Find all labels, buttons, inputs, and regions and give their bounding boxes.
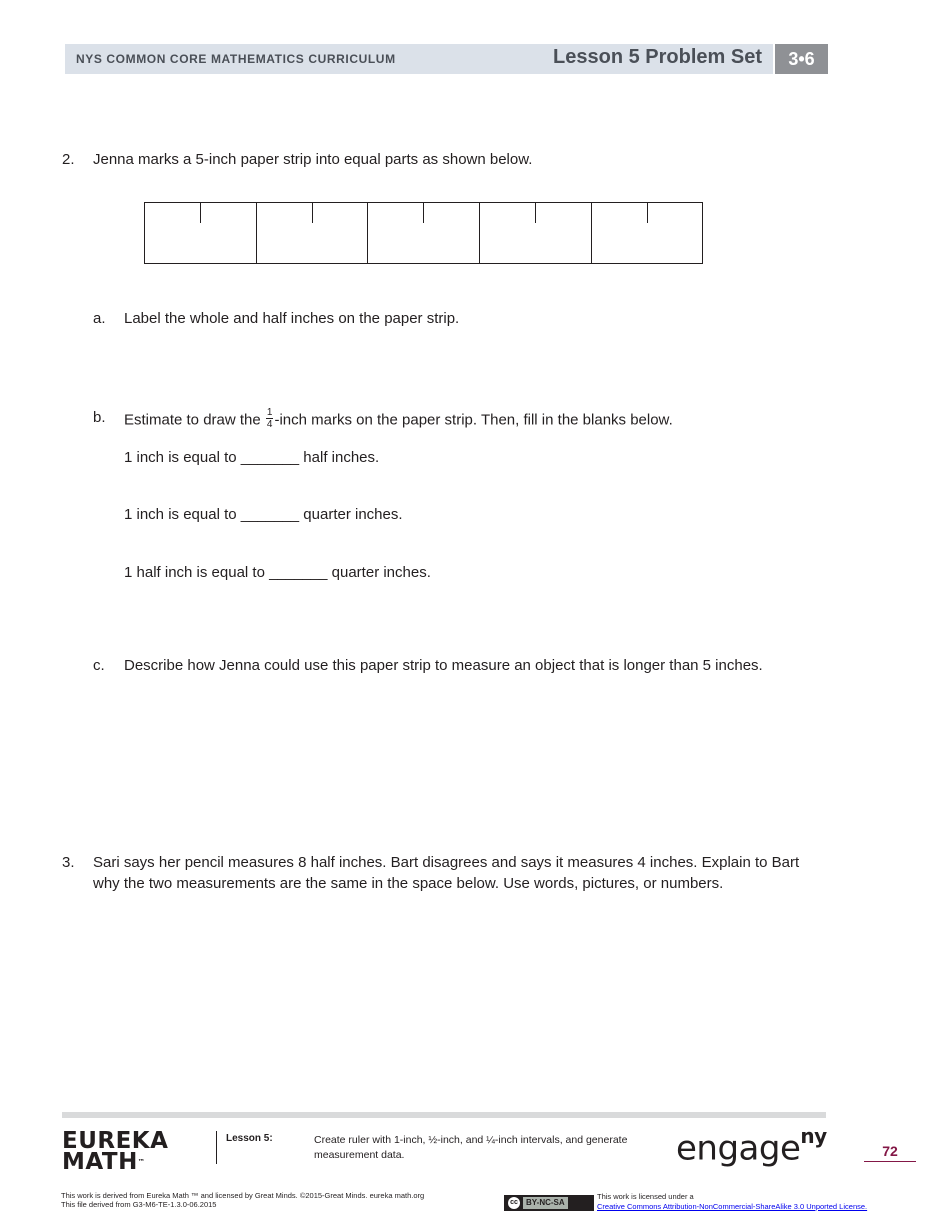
logo-line-2: MATH: [62, 1149, 138, 1175]
license-link[interactable]: Creative Commons Attribution-NonCommercial-ShareAlike 3.0 Unported License.: [597, 1202, 868, 1211]
part-a-label: a.: [93, 310, 106, 327]
blank-question-1: 1 inch is equal to _______ half inches.: [124, 449, 380, 466]
paper-strip: [144, 202, 703, 264]
engageny-logo: [676, 1124, 827, 1169]
ny-text: ny: [800, 1124, 827, 1148]
cc-license-badge[interactable]: [504, 1195, 594, 1211]
inch-mark: [367, 203, 368, 263]
lesson-title: Lesson 5 Problem Set: [553, 46, 762, 68]
inch-mark: [256, 203, 257, 263]
problem-3-number: 3.: [62, 854, 75, 871]
problem-3-line-2: why the two measurements are the same in the space below. Use words, pictures, or numbers.: [93, 875, 724, 892]
fraction-numerator: 1: [266, 407, 273, 418]
part-c-text: Describe how Jenna could use this paper strip to measure an object that is longer than 5 inches.: [124, 657, 763, 674]
engage-text: engage: [676, 1128, 801, 1169]
derived-notice: This work is derived from Eureka Math ™ and licensed by Great Minds. ©2015-Great Minds. eureka math.org: [61, 1191, 425, 1200]
cc-icon: cc: [508, 1197, 520, 1209]
fraction-denominator: 4: [266, 419, 273, 430]
problem-3-line-1: Sari says her pencil measures 8 half inches. Bart disagrees and says it measures 4 inches. Explain to Bart: [93, 854, 800, 871]
file-derived-notice: This file derived from G3-M6-TE-1.3.0-06.2015: [61, 1200, 217, 1209]
part-b-text-after: -inch marks on the paper strip. Then, fill in the blanks below.: [274, 411, 673, 429]
footer-lesson-label: Lesson 5:: [226, 1133, 273, 1144]
part-b-text-before: Estimate to draw the: [124, 411, 265, 429]
eureka-math-logo: [62, 1128, 169, 1175]
part-b-text: [124, 409, 673, 432]
half-inch-mark: [200, 203, 201, 223]
half-inch-mark: [312, 203, 313, 223]
inch-mark: [591, 203, 592, 263]
blank-question-2: 1 inch is equal to _______ quarter inches.: [124, 506, 403, 523]
half-inch-mark: [423, 203, 424, 223]
footer-lesson-description: Create ruler with 1-inch, ½-inch, and ¼-inch intervals, and generate measurement data.: [314, 1134, 628, 1161]
footer-divider: [216, 1131, 217, 1164]
half-inch-mark: [647, 203, 648, 223]
part-c-label: c.: [93, 657, 105, 674]
logo-trademark: ™: [137, 1158, 146, 1166]
problem-2-number: 2.: [62, 151, 75, 168]
page-number: 72: [864, 1143, 916, 1162]
part-a-text: Label the whole and half inches on the paper strip.: [124, 310, 460, 327]
module-badge: 3•6: [775, 44, 828, 74]
cc-badge-text: BY-NC-SA: [523, 1197, 568, 1209]
part-b-label: b.: [93, 409, 106, 426]
half-inch-mark: [535, 203, 536, 223]
blank-question-3: 1 half inch is equal to _______ quarter inches.: [124, 564, 431, 581]
quarter-fraction: [266, 407, 274, 430]
curriculum-title: NYS COMMON CORE MATHEMATICS CURRICULUM: [76, 52, 396, 66]
logo-line-1: EUREKA: [62, 1128, 169, 1154]
footer-bar: [62, 1112, 826, 1118]
license-text: This work is licensed under a: [597, 1192, 694, 1201]
problem-2-text: Jenna marks a 5-inch paper strip into equal parts as shown below.: [93, 151, 533, 168]
inch-mark: [479, 203, 480, 263]
